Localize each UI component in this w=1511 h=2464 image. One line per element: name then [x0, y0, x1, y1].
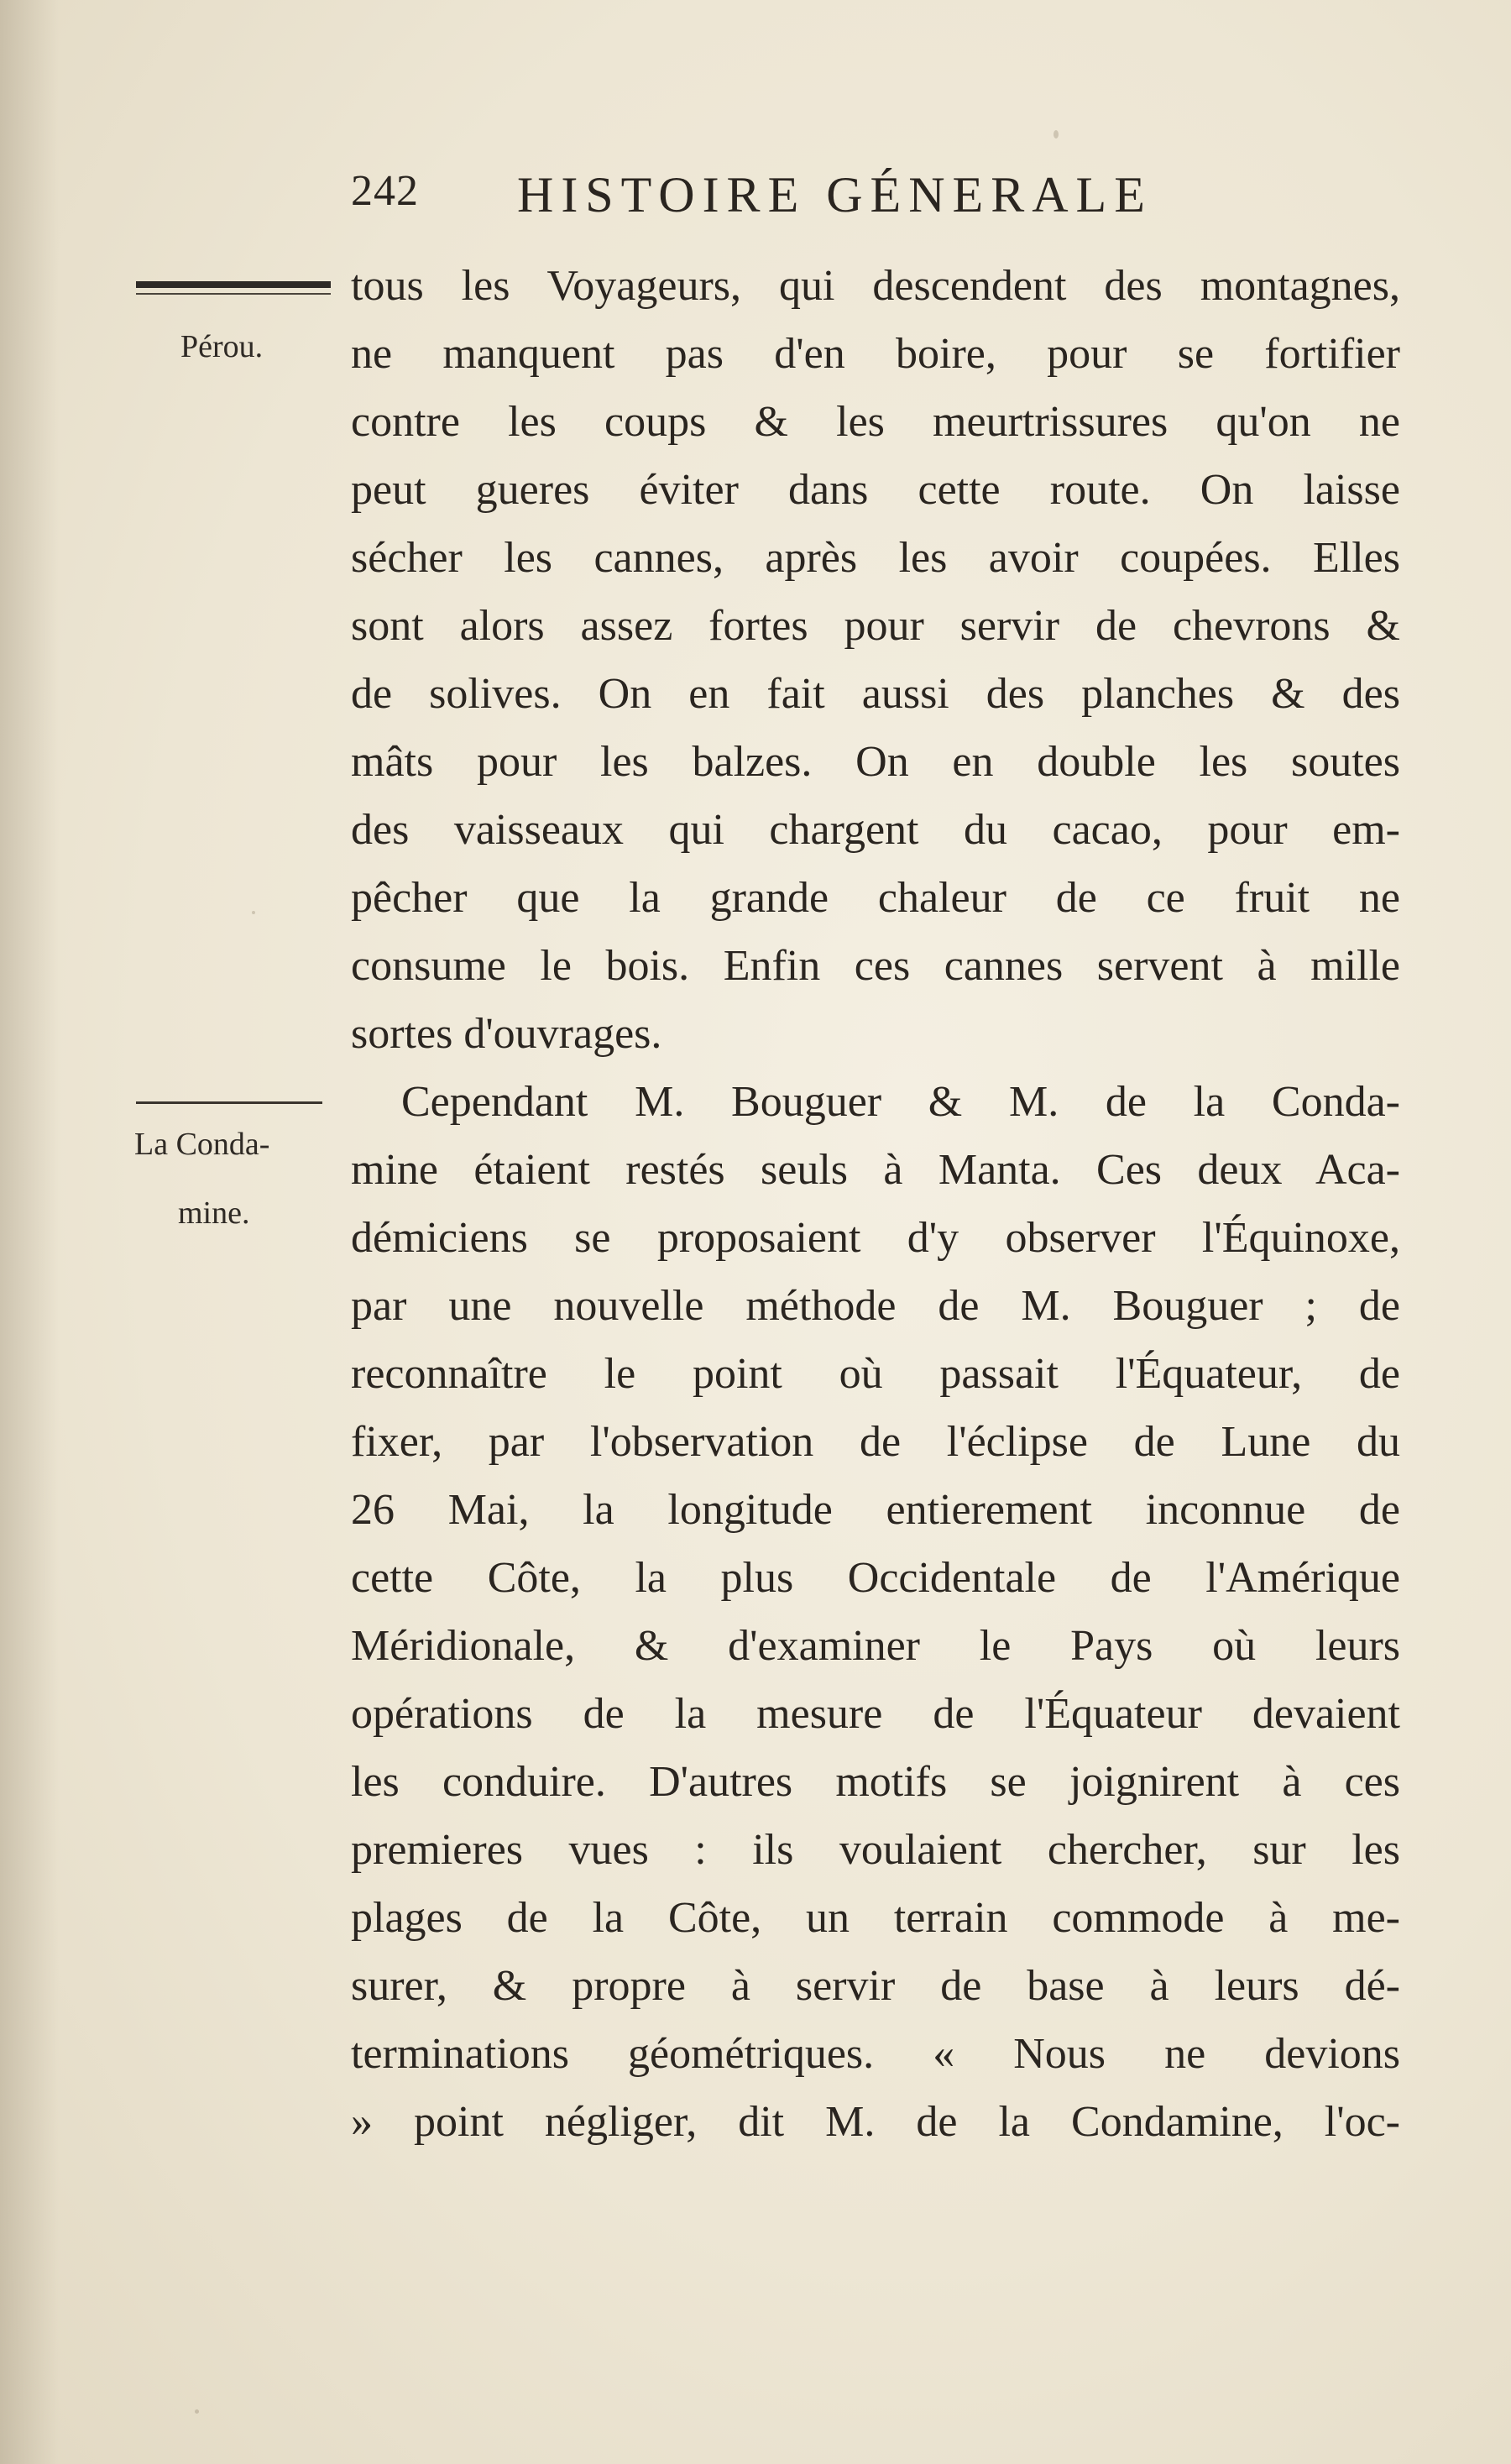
- text-line: reconnaître le point où passait l'Équateur, de: [351, 1350, 1400, 1398]
- text-line: consume le bois. Enfin ces cannes servent à mille: [351, 942, 1400, 990]
- margin-note-condamine-1: La Conda-: [134, 1127, 270, 1162]
- text-line: ne manquent pas d'en boire, pour se fortifier: [351, 330, 1400, 378]
- text-line: des vaisseaux qui chargent du cacao, pour em-: [351, 806, 1400, 854]
- margin-rule-thin: [136, 293, 331, 295]
- text-line: surer, & propre à servir de base à leurs dé-: [351, 1962, 1400, 2010]
- text-line: sortes d'ouvrages.: [351, 1010, 662, 1058]
- text-line: pêcher que la grande chaleur de ce fruit ne: [351, 874, 1400, 922]
- text-line: Cependant M. Bouguer & M. de la Conda-: [401, 1078, 1400, 1126]
- page-number: 242: [351, 167, 419, 215]
- text-line: terminations géométriques. « Nous ne devions: [351, 2030, 1400, 2078]
- text-line: par une nouvelle méthode de M. Bouguer ; de: [351, 1282, 1400, 1330]
- paper-spot: [1054, 130, 1059, 139]
- text-line: tous les Voyageurs, qui descendent des montagnes,: [351, 262, 1400, 310]
- text-line: démiciens se proposaient d'y observer l'Équinoxe,: [351, 1214, 1400, 1262]
- margin-rule-thick: [136, 281, 331, 288]
- running-head: [351, 166, 1266, 233]
- text-line: opérations de la mesure de l'Équateur devaient: [351, 1690, 1400, 1738]
- text-line: contre les coups & les meurtrissures qu'on ne: [351, 398, 1400, 446]
- text-line: Méridionale, & d'examiner le Pays où leurs: [351, 1622, 1400, 1670]
- text-line: » point négliger, dit M. de la Condamine, l'oc-: [351, 2098, 1400, 2146]
- text-line: mâts pour les balzes. On en double les soutes: [351, 738, 1400, 786]
- text-line: plages de la Côte, un terrain commode à me-: [351, 1894, 1400, 1942]
- text-line: de solives. On en fait aussi des planches & des: [351, 670, 1400, 718]
- text-line: fixer, par l'observation de l'éclipse de Lune du: [351, 1418, 1400, 1466]
- text-line: peut gueres éviter dans cette route. On laisse: [351, 466, 1400, 514]
- text-line: premieres vues : ils voulaient chercher, sur les: [351, 1826, 1400, 1874]
- body-text: [351, 252, 1400, 2156]
- paper-spot: [195, 2409, 199, 2414]
- paper-spot: [252, 911, 255, 914]
- text-line: sont alors assez fortes pour servir de chevrons &: [351, 602, 1400, 650]
- margin-rule-section: [136, 1101, 322, 1104]
- text-line: cette Côte, la plus Occidentale de l'Amérique: [351, 1554, 1400, 1602]
- text-line: sécher les cannes, après les avoir coupées. Elles: [351, 534, 1400, 582]
- margin-note-peru: Pérou.: [180, 329, 264, 364]
- text-line: 26 Mai, la longitude entierement inconnue de: [351, 1486, 1400, 1534]
- gutter-shadow: [0, 0, 59, 2464]
- text-line: les conduire. D'autres motifs se joignirent à ces: [351, 1758, 1400, 1806]
- text-line: mine étaient restés seuls à Manta. Ces deux Aca-: [351, 1146, 1400, 1194]
- margin-note-condamine-2: mine.: [178, 1195, 250, 1231]
- header-title: HISTOIRE GÉNERALE: [517, 167, 1153, 222]
